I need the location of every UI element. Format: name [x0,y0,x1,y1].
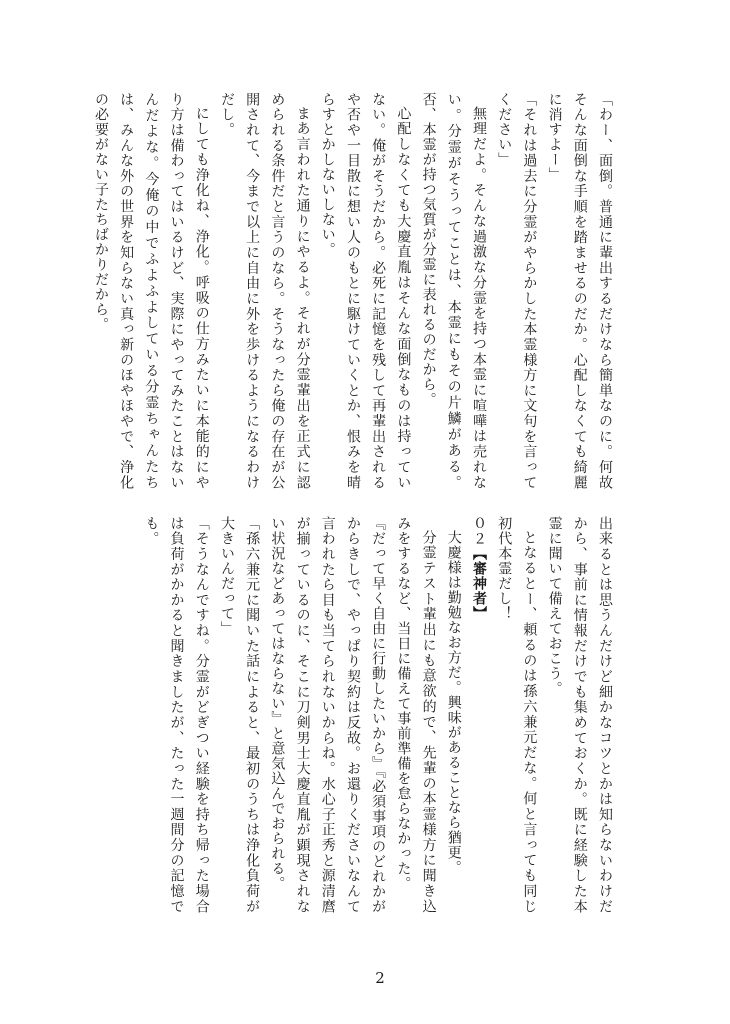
section-heading [466,516,491,914]
paragraph: 「それは過去に分霊がやらかした本霊様方に文句を言ってください」 [496,92,538,490]
paragraph: 「わー、面倒。普通に輩出するだけなら簡単なのに。何故そんな面倒な手順を踏ませるのだか。心配しなくても綺麗に消すよー」 [546,92,613,490]
paragraph: となるとー、頼るのは孫六兼元だな。何と言っても同じ初代本霊だし！ [496,516,538,914]
section-number: ０２ [470,516,487,546]
section-label: 【審神者】 [470,546,487,621]
paragraph: まあ言われた通りにやるよ。それが分霊輩出を正式に認められる条件だと言うのなら。そうなったら俺の存在が公開されて、今まで以上に自由に外を歩けるようになるわけだし。 [218,92,311,491]
top-text-block [92,92,617,491]
paragraph: にしても浄化ね、浄化。呼吸の仕方みたいに本能的にやり方は備わってはいるけど、実際にやってみたことはないんだよな。今俺の中でふよふよしている分霊ちゃんたちは、みんな外の世界を知らない真っ新のほやほやで、浄化の必要がない子たちばかりだから。 [92,92,210,490]
paragraph: 「そうなんですね。分霊がどぎつい経験を持ち帰った場合は負荷がかかると聞きましたが、たった一週間分の記憶でも。 [143,516,210,915]
page-number: 2 [375,969,385,987]
paragraph: 心配しなくても大慶直胤はそんな面倒なものは持っていない。俺がそうだから。必死に記憶を残して再輩出されるや否や一目散に想い人のもとに駆けていくとか、恨みを晴らすとかしないしない。 [319,92,412,491]
paragraph: 大慶様は勤勉なお方だ。興味があることなら猶更。 [445,530,462,875]
paragraph: 無理だよ。そんな過激な分霊を持つ本霊に喧嘩は売れない。分霊がそうってことは、本霊にもその片鱗がある。否、本霊が持つ気質が分霊に表れるのだから。 [420,92,487,490]
paragraph: 『だって早く自由に行動したいから』『必須事項のどれかがからきしで、やっぱり契約は反故。お還りくださいなんて言われたら目も当てられないからね。水心子正秀と源清麿が揃っているのに、そこに刀剣男士大慶直胤が顕現されない状況などあってはならない』と意気込んでおられる。 [269,516,387,915]
bottom-text-block [97,516,617,914]
paragraph: 分霊テスト輩出にも意欲的で、先輩の本霊様方に聞き込みをするなど、当日に備えて事前準備を怠らなかった。 [395,516,437,914]
paragraph: 「孫六兼元に聞いた話によると、最初のうちは浄化負荷が大きいんだって」 [218,516,261,914]
paragraph: 出来るとは思うんだけど細かなコツとかは知らないわけだから、事前に情報だけでも集めておくか。既に経験した本霊に聞いて備えておこう。 [546,516,613,914]
